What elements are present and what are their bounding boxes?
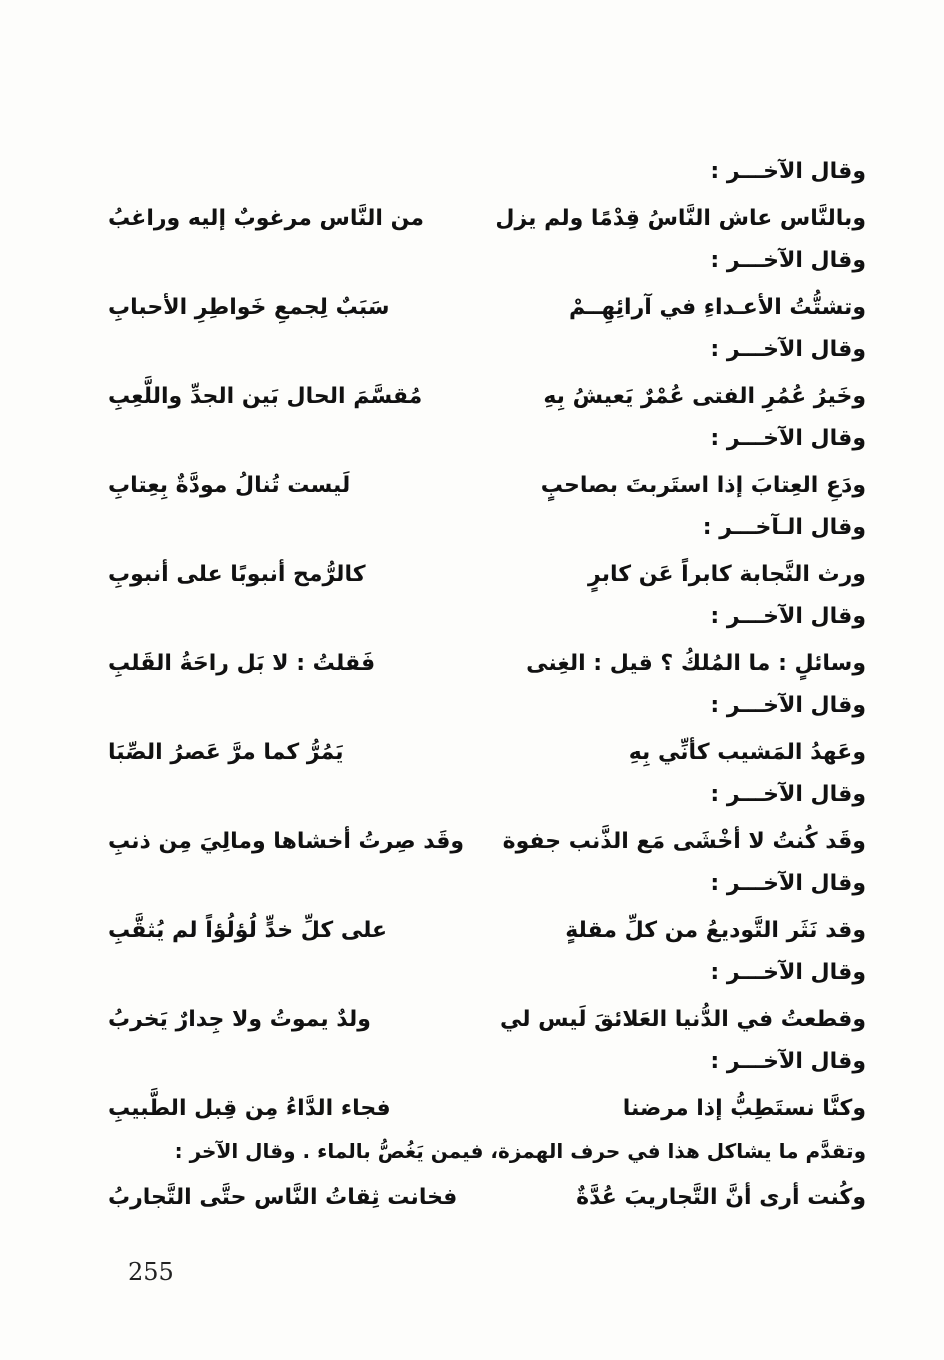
verse-first-hemistich: وقَد كُنتُ لا أخْشَى مَع الذَّنب جفوة — [502, 829, 866, 854]
verse-first-hemistich: وكُنت أرى أنَّ التَّجاريبَ عُدَّةٌ — [576, 1185, 866, 1210]
verse-line-final — [108, 1175, 866, 1220]
verse-second-hemistich: فخانت ثِقاتُ النَّاس حتَّى التَّجاربُ — [108, 1185, 458, 1210]
page-number: 255 — [128, 1258, 174, 1286]
verse-line — [108, 1086, 866, 1131]
verse-first-hemistich: وبالنَّاس عاش النَّاسُ قِدْمًا ولم يزل — [495, 206, 866, 231]
verse-intro: وقال الآخـــر : — [710, 782, 866, 807]
verse-intro: وقال الآخـــر : — [710, 1049, 866, 1074]
verse-second-hemistich: وقَد صِرتُ أخشاها ومالِيَ مِن ذنبِ — [108, 829, 465, 854]
verse-second-hemistich: فَقلتُ : لا بَل راحَةُ القَلبِ — [108, 651, 376, 676]
verse-second-hemistich: من النَّاس مرغوبٌ إليه وراغبُ — [108, 206, 425, 231]
verse-intro: وقال الآخـــر : — [710, 337, 866, 362]
verse-line — [108, 730, 866, 775]
verse-first-hemistich: وقد نَثَر التَّوديعُ من كلِّ مقلةٍ — [565, 918, 866, 943]
verse-intro: وقال الآخـــر : — [710, 159, 866, 184]
verse-second-hemistich: لَيست تُنالُ مودَّةٌ بِعِتابِ — [108, 473, 351, 498]
verse-line — [108, 463, 866, 508]
verse-first-hemistich: ورث النَّجابة كابراً عَن كابرٍ — [588, 562, 866, 587]
verse-line — [108, 196, 866, 241]
verse-line — [108, 552, 866, 597]
verse-first-hemistich: ودَعِ العِتابَ إذا استَربتَ بصاحبٍ — [540, 473, 866, 498]
verse-first-hemistich: وسائلٍ : ما المُلكُ ؟ قيل : الغِنى — [526, 651, 866, 676]
verse-line — [108, 908, 866, 953]
verse-line — [108, 374, 866, 419]
verse-first-hemistich: وتشتُّتُ الأعـداءِ في آرائِهِــمْ — [568, 295, 866, 320]
verse-line — [108, 285, 866, 330]
verse-second-hemistich: فجاء الدَّاءُ مِن قِبل الطَّبيبِ — [108, 1096, 391, 1121]
prose-line: وتقدَّم ما يشاكل هذا في حرف الهمزة، فيمن يَغُصُّ بالماء . وقال الآخر : — [174, 1139, 866, 1163]
verse-line — [108, 641, 866, 686]
verse-second-hemistich: كالرُّمح أنبوبًا على أنبوبِ — [108, 562, 366, 587]
poem-content — [108, 152, 866, 1220]
verse-first-hemistich: وعَهدُ المَشيب كأنِّي بِهِ — [628, 740, 866, 765]
verse-first-hemistich: وخَيرُ عُمُرِ الفتى عُمْرٌ يَعيشُ بِهِ — [543, 384, 866, 409]
verse-second-hemistich: مُقسَّمَ الحال بَين الجدِّ واللَّعِبِ — [108, 384, 423, 409]
verse-second-hemistich: ولدٌ يموتُ ولا جِدارٌ يَخربُ — [108, 1007, 371, 1032]
verse-intro: وقال الآخـــر : — [710, 248, 866, 273]
verse-intro: وقال الآخـــر : — [710, 693, 866, 718]
verse-line — [108, 997, 866, 1042]
verse-intro: وقال الآخـــر : — [710, 604, 866, 629]
verse-intro: وقال الآخـــر : — [710, 871, 866, 896]
verse-second-hemistich: على كلِّ خدٍّ لُؤلُؤاً لم يُثقَّبِ — [108, 918, 388, 943]
verse-second-hemistich: سَبَبٌ لِجمعِ خَواطِرِ الأحبابِ — [108, 295, 390, 320]
verse-intro: وقال الـآخـــر : — [702, 515, 866, 540]
verse-intro: وقال الآخـــر : — [710, 960, 866, 985]
verse-first-hemistich: وكنَّا نستَطِبُّ إذا مرضنا — [622, 1096, 866, 1121]
verse-first-hemistich: وقطعتُ في الدُّنيا العَلائقَ لَيس لي — [499, 1007, 866, 1032]
verse-line — [108, 819, 866, 864]
verse-intro: وقال الآخـــر : — [710, 426, 866, 451]
verse-second-hemistich: يَمُرُّ كما مرَّ عَصرُ الصِّبَا — [108, 740, 344, 765]
